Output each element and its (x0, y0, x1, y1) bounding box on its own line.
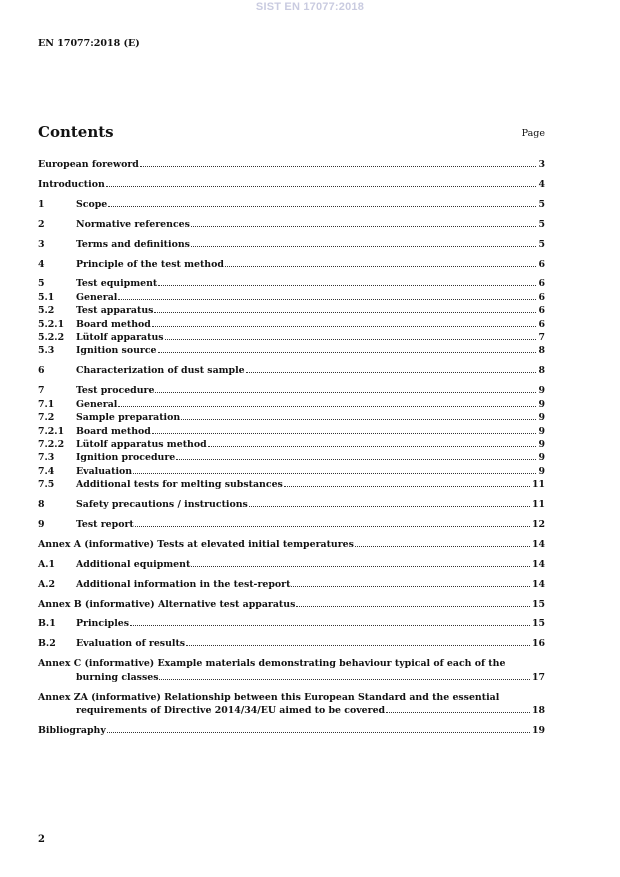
toc-dot-leader (133, 473, 536, 474)
toc-entry[interactable] (38, 637, 545, 650)
toc-entry-title: Safety precautions / instructions (76, 499, 248, 511)
toc-entry-title: Annex A (informative) Tests at elevated initial temperatures (38, 538, 354, 550)
toc-entry[interactable] (38, 438, 545, 451)
toc-entry[interactable] (38, 291, 545, 304)
toc-entry-page: 5 (538, 198, 545, 210)
toc-entry[interactable] (38, 304, 545, 317)
toc-entry-title: Test apparatus (76, 305, 154, 317)
toc-entry[interactable] (38, 691, 545, 718)
toc-entry-title: Additional equipment (76, 558, 191, 570)
toc-entry-title: Annex C (informative) Example materials demonstrating behaviour typical of each of the (38, 658, 506, 670)
toc-dot-leader (135, 526, 530, 527)
toc-dot-leader (108, 206, 536, 207)
toc-dot-leader (191, 566, 530, 567)
toc-entry[interactable] (38, 578, 545, 591)
toc-entry-page: 9 (538, 438, 545, 450)
toc-entry-title: Lütolf apparatus method (76, 438, 207, 450)
toc-entry[interactable] (38, 158, 545, 171)
toc-entry[interactable] (38, 478, 545, 491)
toc-entry-page: 4 (538, 178, 545, 190)
toc-entry-number: 7.2.2 (38, 438, 65, 450)
toc-entry-title-continued: burning classes (76, 671, 159, 683)
toc-entry-number: 7.4 (38, 465, 55, 477)
toc-entry-page: 5 (538, 238, 545, 250)
toc-entry[interactable] (38, 558, 545, 571)
toc-dot-leader (246, 372, 537, 373)
contents-title: Contents (38, 123, 114, 141)
toc-entry-title: Introduction (38, 178, 105, 190)
toc-entry-page: 19 (531, 724, 545, 736)
toc-dot-leader (165, 339, 537, 340)
toc-entry-number: 7.2.1 (38, 425, 65, 437)
toc-entry-title: Characterization of dust sample (76, 365, 245, 377)
toc-entry-page: 9 (538, 465, 545, 477)
toc-entry-page: 9 (538, 425, 545, 437)
toc-entry-title: General (76, 398, 118, 410)
toc-entry[interactable] (38, 318, 545, 331)
toc-entry-number: 2 (38, 218, 45, 230)
toc-entry-title: Principle of the test method (76, 258, 224, 270)
toc-dot-leader (106, 186, 537, 187)
toc-entry-page: 11 (531, 479, 545, 491)
toc-entry[interactable] (38, 617, 545, 630)
toc-entry-title-continued: requirements of Directive 2014/34/EU aimed to be covered (76, 705, 386, 716)
toc-entry[interactable] (38, 411, 545, 424)
toc-dot-leader (158, 285, 536, 286)
toc-entry-page: 15 (531, 618, 545, 630)
toc-dot-leader (225, 266, 537, 267)
toc-entry-page: 6 (538, 278, 545, 290)
toc-entry-page: 7 (538, 332, 545, 344)
toc-entry-page: 12 (531, 518, 545, 530)
toc-entry[interactable] (38, 384, 545, 397)
toc-entry[interactable] (38, 198, 545, 211)
toc-entry-number: 5.2 (38, 305, 55, 317)
toc-entry-title: Ignition source (76, 345, 157, 357)
toc-dot-leader (386, 712, 530, 713)
toc-entry[interactable] (38, 538, 545, 551)
toc-dot-leader (249, 506, 530, 507)
toc-entry-title: General (76, 291, 118, 303)
toc-entry-page: 14 (531, 578, 545, 590)
toc-dot-leader (152, 326, 537, 327)
watermark: SIST EN 17077:2018 (255, 1, 365, 13)
toc-dot-leader (154, 312, 536, 313)
toc-dot-leader (191, 246, 537, 247)
document-id: EN 17077:2018 (E) (38, 38, 140, 49)
toc-entry-page: 18 (531, 705, 545, 716)
toc-entry-number: 4 (38, 258, 45, 270)
toc-dot-leader (159, 679, 529, 680)
toc-entry-number: 5.1 (38, 291, 55, 303)
toc-entry-page: 8 (538, 345, 545, 357)
toc-entry-number: 7.3 (38, 452, 55, 464)
toc-entry-page: 9 (538, 452, 545, 464)
toc-entry-title: Additional tests for melting substances (76, 479, 283, 491)
toc-entry-number: 7.2 (38, 412, 55, 424)
toc-dot-leader (155, 392, 536, 393)
toc-entry-number: 1 (38, 198, 45, 210)
toc-entry[interactable] (38, 425, 545, 438)
toc-entry[interactable] (38, 277, 545, 290)
toc-entry-title: Annex ZA (informative) Relationship between this European Standard and the essential (38, 691, 500, 703)
toc-dot-leader (284, 486, 530, 487)
toc-entry-title: European foreword (38, 159, 139, 170)
toc-entry-number: 9 (38, 518, 45, 530)
toc-entry[interactable] (38, 364, 545, 377)
toc-entry-page: 9 (538, 385, 545, 397)
toc-entry[interactable] (38, 238, 545, 251)
toc-entry-number: 7 (38, 385, 45, 397)
toc-entry-title: Normative references (76, 218, 190, 230)
toc-entry[interactable] (38, 451, 545, 464)
toc-entry[interactable] (38, 724, 545, 737)
toc-entry-number: 7.5 (38, 479, 55, 491)
toc-entry-title: Evaluation of results (76, 638, 186, 650)
toc-dot-leader (291, 586, 530, 587)
toc-dot-leader (296, 606, 530, 607)
toc-entry-title: Test report (76, 518, 134, 530)
toc-entry-title: Bibliography (38, 724, 106, 736)
toc-entry-page: 17 (531, 671, 545, 683)
toc-dot-leader (118, 299, 536, 300)
toc-entry-title: Terms and definitions (76, 238, 190, 250)
toc-entry-number: B.1 (38, 618, 56, 630)
toc-entry-number: A.1 (38, 558, 56, 570)
toc-entry-number: 8 (38, 499, 45, 511)
toc-entry-page: 6 (538, 291, 545, 303)
toc-dot-leader (186, 645, 530, 646)
toc-entry-number: 5.2.1 (38, 318, 65, 330)
toc-entry-title: Board method (76, 425, 151, 437)
toc-entry-page: 5 (538, 218, 545, 230)
toc-entry-title: Evaluation (76, 465, 133, 477)
toc-entry[interactable] (38, 518, 545, 531)
toc-entry-title: Lütolf apparatus (76, 332, 164, 344)
toc-entry-number: 5.3 (38, 345, 55, 357)
toc-entry[interactable] (38, 178, 545, 191)
page-column-heading: Page (521, 128, 545, 139)
toc-entry-number: 7.1 (38, 398, 55, 410)
toc-entry-page: 11 (531, 499, 545, 511)
toc-entry-title: Principles (76, 618, 129, 630)
toc-entry-page: 9 (538, 398, 545, 410)
toc-entry[interactable] (38, 498, 545, 511)
toc-entry[interactable] (38, 258, 545, 271)
toc-entry-number: 6 (38, 365, 45, 377)
toc-entry-page: 15 (531, 598, 545, 610)
toc-entry-title: Scope (76, 198, 108, 210)
toc-entry[interactable] (38, 331, 545, 344)
toc-entry-page: 6 (538, 258, 545, 270)
toc-dot-leader (140, 166, 537, 167)
toc-entry-number: 3 (38, 238, 45, 250)
table-of-contents (38, 158, 545, 737)
toc-entry-number: A.2 (38, 578, 56, 590)
toc-entry-title: Sample preparation (76, 412, 181, 424)
toc-dot-leader (191, 226, 537, 227)
toc-entry-page: 3 (538, 159, 545, 170)
toc-entry-page: 14 (531, 558, 545, 570)
toc-entry[interactable] (38, 598, 545, 611)
toc-dot-leader (176, 459, 536, 460)
toc-entry-title: Annex B (informative) Alternative test apparatus (38, 598, 296, 610)
toc-entry-number: 5.2.2 (38, 332, 65, 344)
toc-entry-title: Test equipment (76, 278, 158, 290)
toc-entry-title: Additional information in the test-report (76, 578, 291, 590)
toc-entry-page: 8 (538, 365, 545, 377)
toc-entry[interactable] (38, 657, 545, 684)
page-number: 2 (38, 834, 45, 845)
toc-entry[interactable] (38, 398, 545, 411)
toc-entry-page: 6 (538, 305, 545, 317)
toc-dot-leader (152, 433, 537, 434)
toc-entry-page: 14 (531, 538, 545, 550)
toc-dot-leader (208, 446, 537, 447)
toc-entry-page: 9 (538, 412, 545, 424)
toc-dot-leader (107, 732, 530, 733)
toc-entry-title: Board method (76, 318, 151, 330)
toc-entry-number: 5 (38, 278, 45, 290)
toc-entry-title: Ignition procedure (76, 452, 176, 464)
toc-entry-page: 16 (531, 638, 545, 650)
toc-dot-leader (355, 546, 530, 547)
toc-entry-number: B.2 (38, 638, 56, 650)
toc-dot-leader (130, 625, 530, 626)
toc-entry[interactable] (38, 344, 545, 357)
toc-entry[interactable] (38, 465, 545, 478)
toc-entry-title: Test procedure (76, 385, 155, 397)
toc-dot-leader (181, 419, 536, 420)
toc-entry-page: 6 (538, 318, 545, 330)
toc-entry[interactable] (38, 218, 545, 231)
toc-dot-leader (158, 352, 537, 353)
toc-dot-leader (118, 406, 536, 407)
